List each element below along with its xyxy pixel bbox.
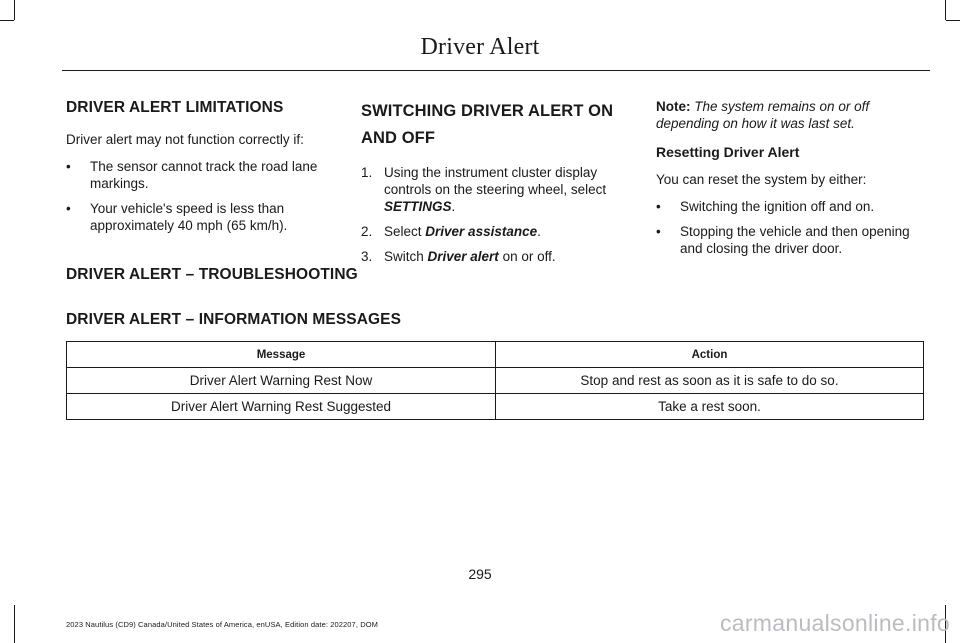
table-cell: Take a rest soon. (496, 394, 924, 420)
step-emphasis: Driver alert (427, 249, 499, 264)
list-item (66, 158, 336, 192)
list-item-text: Stopping the vehicle and then opening and closing the driver door. (680, 224, 910, 256)
bullet-marker: • (656, 224, 661, 239)
switching-heading (361, 98, 629, 152)
troubleshooting-heading: DRIVER ALERT – TROUBLESHOOTING (66, 266, 358, 283)
step-number: 3. (361, 249, 373, 264)
table-cell: Stop and rest as soon as it is safe to do so. (496, 368, 924, 394)
limitations-intro: Driver alert may not function correctly if: (66, 132, 304, 147)
step-text: Switch (384, 249, 428, 264)
table-header-row (67, 342, 924, 368)
heading-line: AND OFF (361, 129, 436, 147)
watermark: carmanualsonline.info (719, 610, 950, 636)
crop-mark (0, 20, 14, 21)
footer-edition-info: 2023 Nautilus (CD9) Canada/United States of America, enUSA, Edition date: 202207, DOM (66, 620, 378, 629)
list-item-text: Your vehicle's speed is less than approximately 40 mph (65 km/h). (90, 201, 288, 233)
step-text: Using the instrument cluster display controls on the steering wheel, select (384, 165, 607, 197)
step-number: 2. (361, 224, 373, 239)
bullet-marker: • (66, 159, 71, 174)
heading-line: SWITCHING DRIVER ALERT ON (361, 102, 614, 120)
table-row (67, 394, 924, 420)
list-item-text: Switching the ignition off and on. (680, 199, 875, 214)
bullet-marker: • (656, 199, 661, 214)
reset-list (656, 198, 926, 257)
crop-mark (14, 605, 15, 643)
step-text: . (537, 224, 541, 239)
step-number: 1. (361, 165, 373, 180)
list-item (361, 164, 629, 215)
messages-table (66, 341, 924, 420)
page-number: 295 (468, 566, 492, 582)
list-item (361, 223, 629, 240)
step-text: . (451, 199, 456, 214)
table-cell: Driver Alert Warning Rest Suggested (67, 394, 496, 420)
list-item (656, 223, 926, 257)
limitations-heading: DRIVER ALERT LIMITATIONS (66, 99, 284, 116)
switching-steps (361, 164, 629, 265)
bullet-marker: • (66, 201, 71, 216)
limitations-list (66, 158, 336, 234)
note (656, 98, 926, 132)
list-item (66, 200, 336, 234)
reset-intro: You can reset the system by either: (656, 172, 867, 187)
step-emphasis: SETTINGS (384, 199, 452, 214)
reset-column (656, 98, 926, 265)
table-cell: Driver Alert Warning Rest Now (67, 368, 496, 394)
note-text: The system remains on or off depending on how it was last set. (656, 99, 870, 131)
crop-mark (946, 20, 960, 21)
list-item-text: The sensor cannot track the road lane markings. (90, 159, 318, 191)
limitations-column (66, 98, 336, 242)
step-text: on or off. (498, 249, 556, 264)
page-title: Driver Alert (420, 34, 540, 60)
step-emphasis: Driver assistance (425, 224, 538, 239)
column-header-action: Action (496, 342, 924, 368)
column-header-message: Message (67, 342, 496, 368)
crop-mark (945, 0, 946, 20)
crop-mark (14, 0, 15, 20)
messages-heading: DRIVER ALERT – INFORMATION MESSAGES (66, 311, 402, 328)
step-text: Select (384, 224, 426, 239)
header-divider (62, 70, 930, 71)
list-item (361, 248, 629, 265)
reset-heading: Resetting Driver Alert (656, 144, 800, 160)
table-row (67, 368, 924, 394)
note-label: Note: (656, 99, 691, 114)
list-item (656, 198, 926, 215)
switching-column (361, 98, 629, 273)
